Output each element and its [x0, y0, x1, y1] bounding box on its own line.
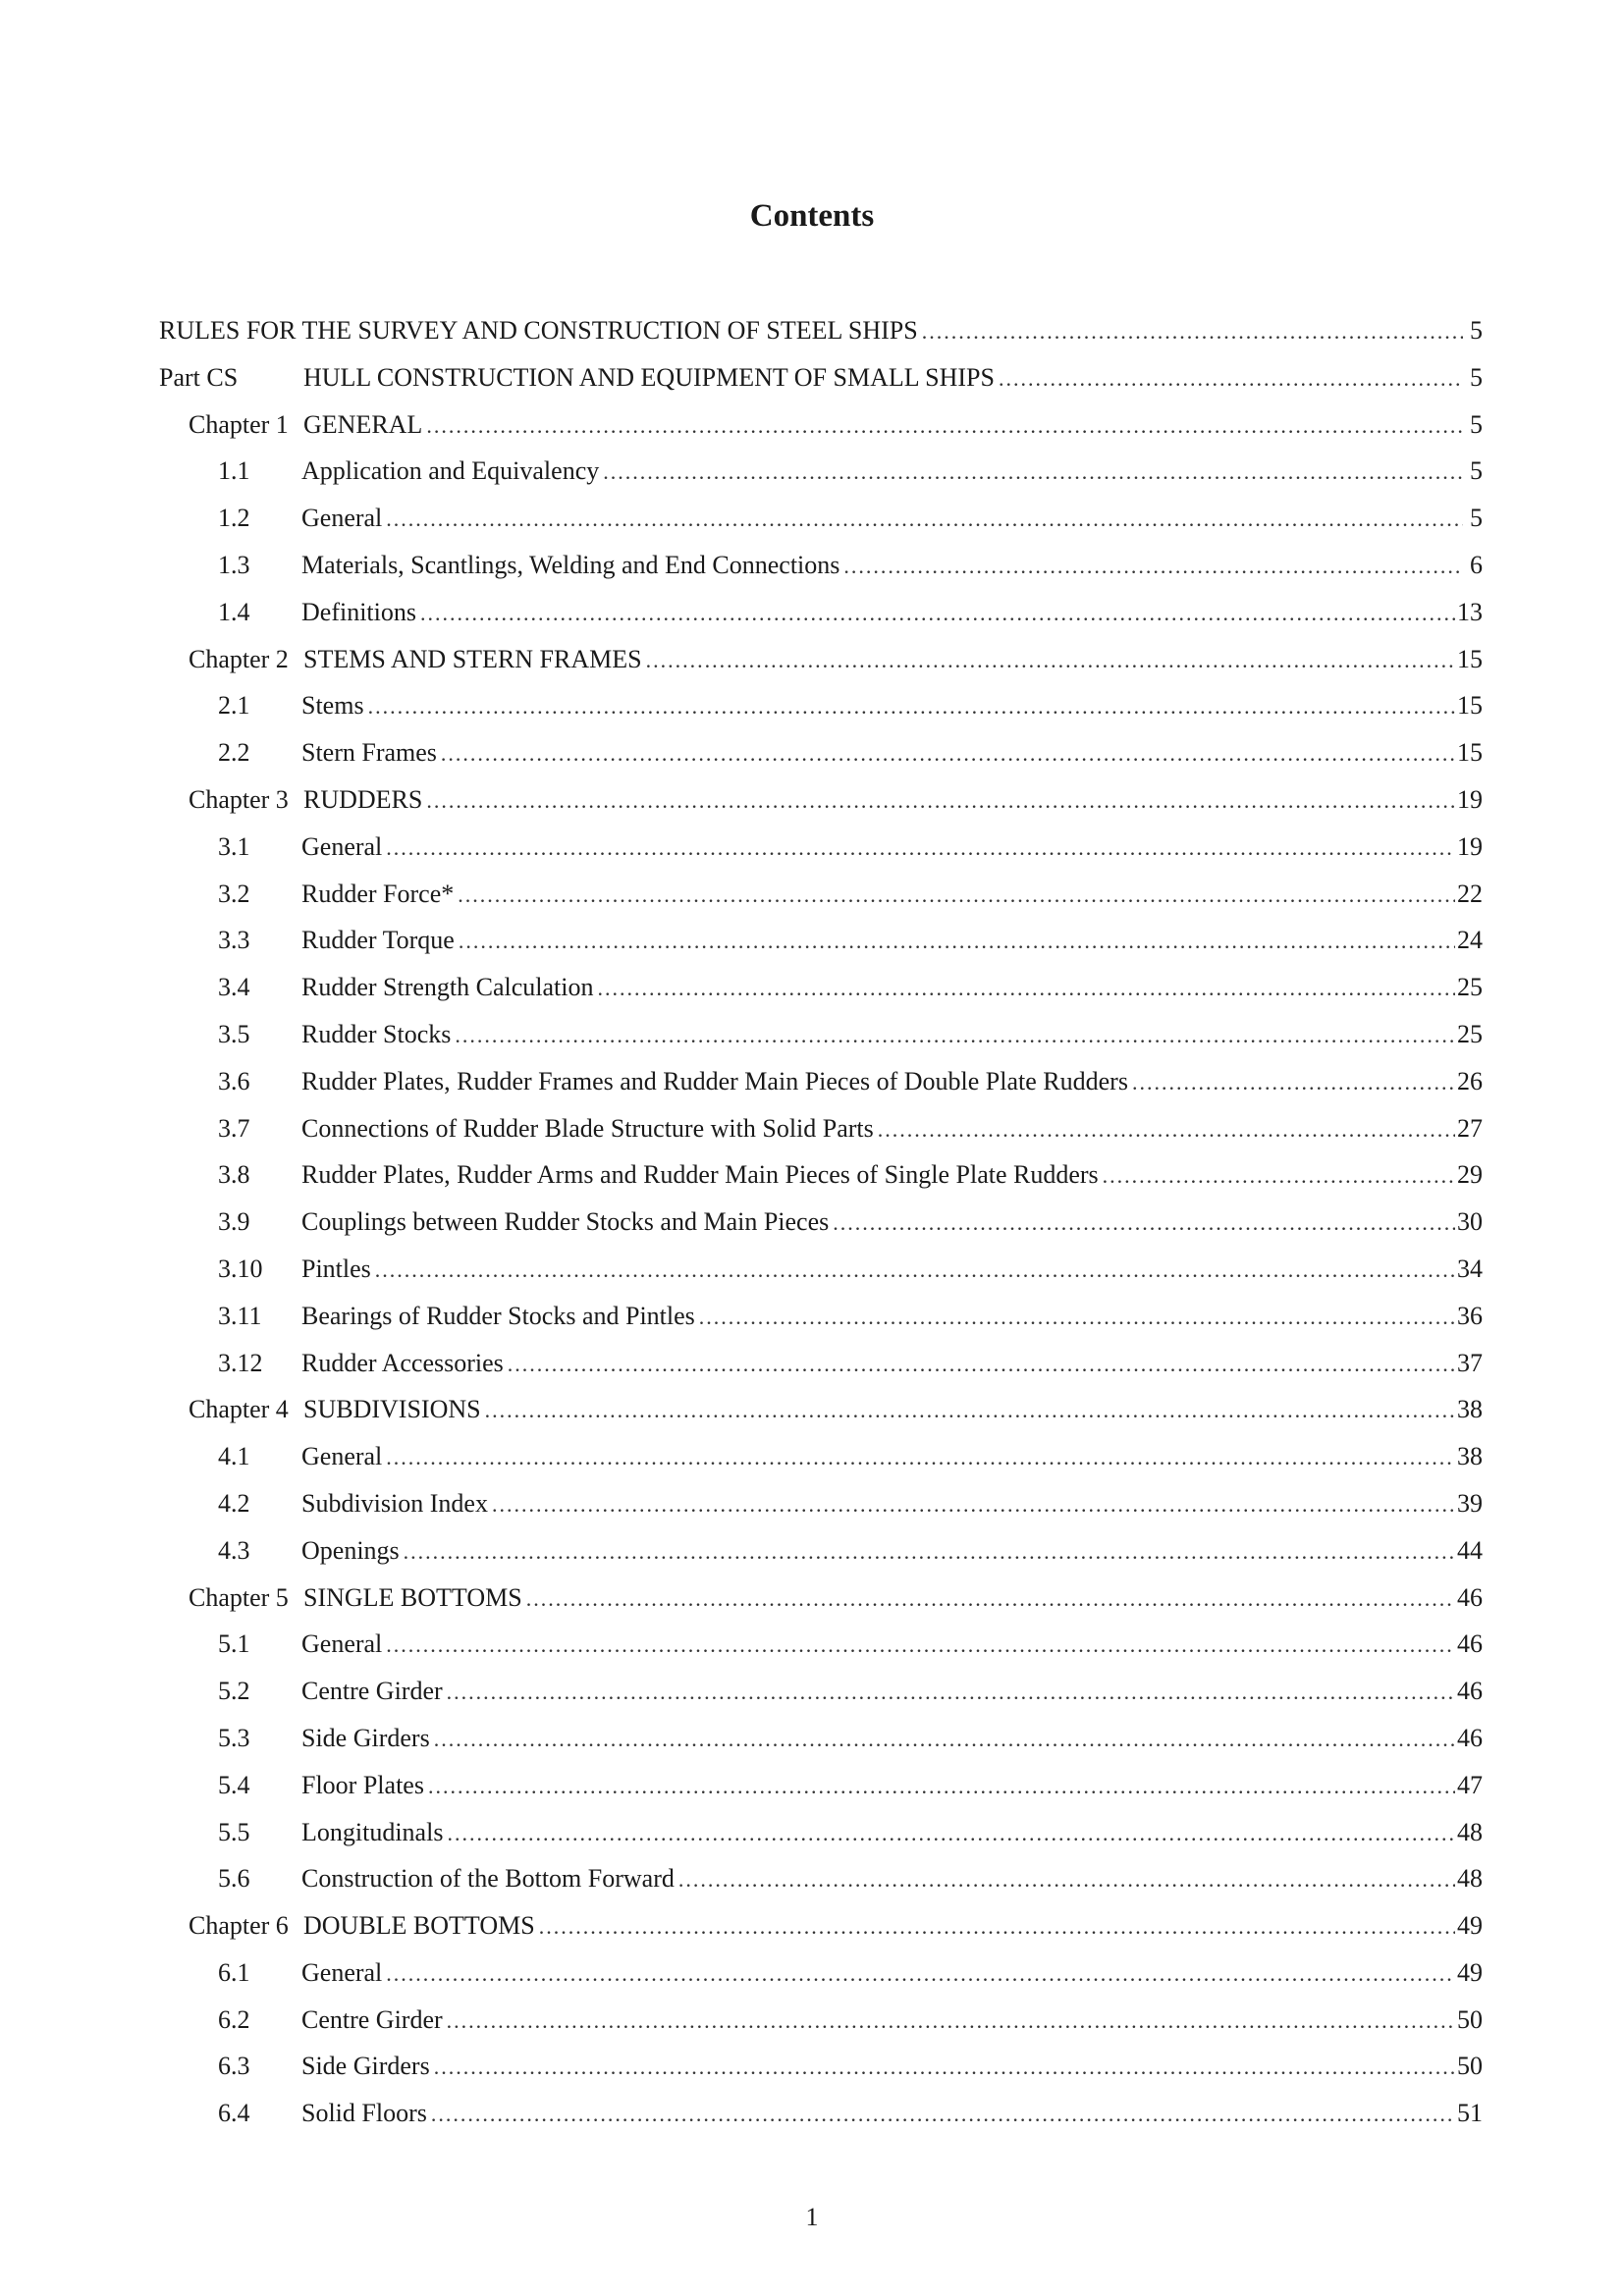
- toc-entry-page: 46: [1457, 1582, 1483, 1612]
- toc-entry-page: 5: [1470, 362, 1483, 392]
- toc-entry-label: Rudder Strength Calculation: [301, 973, 594, 1002]
- toc-entry-label: Pintles: [301, 1254, 371, 1283]
- toc-entry[interactable]: [159, 1302, 1483, 1349]
- toc-entry-page: 5: [1470, 504, 1483, 533]
- toc-entry-label: Centre Girder: [301, 2004, 443, 2034]
- toc-entry-page: 34: [1457, 1254, 1483, 1283]
- toc-entry-number: 4.3: [218, 1535, 250, 1565]
- dot-leader: [678, 1865, 1455, 1895]
- dot-leader: [485, 1396, 1455, 1425]
- toc-entry[interactable]: [159, 691, 1483, 738]
- toc-entry[interactable]: [159, 1020, 1483, 1067]
- toc-entry-label: Stern Frames: [301, 738, 437, 768]
- toc-entry-number: 3.12: [218, 1348, 263, 1377]
- toc-entry-page: 5: [1470, 456, 1483, 486]
- toc-entry[interactable]: [159, 1911, 1483, 1958]
- table-of-contents: [159, 316, 1483, 2146]
- dot-leader: [833, 1208, 1455, 1238]
- dot-leader: [492, 1490, 1455, 1520]
- toc-entry-label: Application and Equivalency: [301, 456, 600, 486]
- dot-leader: [441, 739, 1455, 769]
- toc-entry-number: 6.4: [218, 2099, 250, 2128]
- toc-entry[interactable]: [159, 2005, 1483, 2053]
- toc-entry[interactable]: [159, 1771, 1483, 1818]
- toc-entry-label: Rudder Force*: [301, 879, 455, 908]
- toc-entry-label: Bearings of Rudder Stocks and Pintles: [301, 1301, 695, 1330]
- dot-leader: [447, 1678, 1455, 1707]
- toc-entry-label: General: [301, 1442, 383, 1471]
- toc-entry-number: 5.1: [218, 1629, 250, 1659]
- toc-entry[interactable]: [159, 1583, 1483, 1630]
- toc-entry[interactable]: [159, 1114, 1483, 1161]
- toc-entry-page: 48: [1457, 1817, 1483, 1846]
- toc-entry[interactable]: [159, 1536, 1483, 1583]
- toc-entry[interactable]: [159, 1255, 1483, 1302]
- toc-entry[interactable]: [159, 1349, 1483, 1396]
- toc-entry-label: Side Girders: [301, 2052, 430, 2081]
- dot-leader: [428, 1772, 1455, 1801]
- toc-entry-page: 25: [1457, 1019, 1483, 1048]
- toc-entry[interactable]: [159, 1864, 1483, 1911]
- toc-entry-label: Centre Girder: [301, 1677, 443, 1706]
- toc-entry[interactable]: [159, 551, 1483, 598]
- toc-entry-label: Longitudinals: [301, 1817, 444, 1846]
- dot-leader: [386, 1630, 1455, 1660]
- dot-leader: [598, 974, 1455, 1003]
- toc-entry[interactable]: [159, 2099, 1483, 2146]
- toc-entry-number: Part CS: [159, 362, 239, 392]
- toc-entry-page: 15: [1457, 738, 1483, 768]
- dot-leader: [922, 317, 1463, 347]
- toc-entry[interactable]: [159, 1395, 1483, 1442]
- toc-entry-label: Construction of the Bottom Forward: [301, 1864, 675, 1894]
- toc-entry-number: 3.7: [218, 1113, 250, 1143]
- dot-leader: [999, 364, 1463, 394]
- toc-entry-page: 49: [1457, 1911, 1483, 1941]
- toc-entry-number: 3.4: [218, 973, 250, 1002]
- toc-entry-number: Chapter 6: [189, 1911, 289, 1941]
- dot-leader: [386, 1959, 1455, 1989]
- toc-entry-number: 1.2: [218, 504, 250, 533]
- toc-entry-page: 47: [1457, 1770, 1483, 1799]
- toc-entry-label: Rudder Plates, Rudder Arms and Rudder Main Pieces of Single Plate Rudders: [301, 1160, 1099, 1190]
- toc-entry[interactable]: [159, 363, 1483, 410]
- toc-entry-number: 1.1: [218, 456, 250, 486]
- toc-entry-page: 46: [1457, 1677, 1483, 1706]
- dot-leader: [404, 1537, 1455, 1567]
- dot-leader: [386, 1443, 1455, 1472]
- toc-entry-label: Connections of Rudder Blade Structure with Solid Parts: [301, 1113, 874, 1143]
- toc-entry[interactable]: [159, 410, 1483, 457]
- toc-entry-page: 51: [1457, 2099, 1483, 2128]
- toc-entry[interactable]: [159, 1207, 1483, 1255]
- toc-entry[interactable]: [159, 645, 1483, 692]
- toc-entry[interactable]: [159, 1489, 1483, 1536]
- dot-leader: [434, 2053, 1455, 2082]
- toc-entry-page: 24: [1457, 926, 1483, 955]
- dot-leader: [368, 692, 1455, 721]
- dot-leader: [458, 881, 1455, 910]
- page-number: 1: [805, 2203, 819, 2231]
- toc-entry-page: 46: [1457, 1723, 1483, 1752]
- toc-entry-page: 13: [1457, 597, 1483, 626]
- toc-entry-label: Stems: [301, 691, 364, 721]
- dot-leader: [843, 552, 1463, 581]
- toc-entry-number: 3.3: [218, 926, 250, 955]
- toc-entry-page: 48: [1457, 1864, 1483, 1894]
- dot-leader: [508, 1350, 1455, 1379]
- dot-leader: [699, 1303, 1455, 1332]
- toc-entry[interactable]: [159, 1629, 1483, 1677]
- toc-entry-page: 25: [1457, 973, 1483, 1002]
- toc-entry-number: Chapter 4: [189, 1395, 289, 1424]
- dot-leader: [878, 1115, 1455, 1145]
- toc-entry-label: RUDDERS: [303, 784, 423, 814]
- toc-entry[interactable]: [159, 926, 1483, 973]
- toc-entry[interactable]: [159, 504, 1483, 551]
- toc-entry-number: Chapter 1: [189, 409, 289, 439]
- dot-leader: [447, 2006, 1455, 2036]
- dot-leader: [1103, 1161, 1455, 1191]
- toc-entry-number: 5.5: [218, 1817, 250, 1846]
- toc-entry-page: 44: [1457, 1535, 1483, 1565]
- toc-entry-label: General: [301, 1957, 383, 1987]
- toc-entry-number: 3.8: [218, 1160, 250, 1190]
- toc-entry-label: DOUBLE BOTTOMS: [303, 1911, 535, 1941]
- toc-entry-page: 19: [1457, 784, 1483, 814]
- toc-entry-number: 5.2: [218, 1677, 250, 1706]
- toc-entry-number: 1.3: [218, 550, 250, 579]
- toc-entry-page: 37: [1457, 1348, 1483, 1377]
- toc-entry-number: 1.4: [218, 597, 250, 626]
- toc-entry-label: SUBDIVISIONS: [303, 1395, 481, 1424]
- toc-entry-page: 50: [1457, 2004, 1483, 2034]
- toc-entry-label: Openings: [301, 1535, 400, 1565]
- toc-entry-number: Chapter 2: [189, 644, 289, 673]
- toc-entry-number: 3.5: [218, 1019, 250, 1048]
- toc-entry[interactable]: [159, 2052, 1483, 2099]
- dot-leader: [603, 457, 1463, 487]
- dot-leader: [375, 1255, 1455, 1285]
- toc-entry-number: 3.10: [218, 1254, 263, 1283]
- dot-leader: [386, 833, 1455, 863]
- toc-entry-label: Rudder Torque: [301, 926, 455, 955]
- toc-entry-page: 36: [1457, 1301, 1483, 1330]
- toc-entry[interactable]: [159, 316, 1483, 363]
- toc-entry-page: 22: [1457, 879, 1483, 908]
- toc-entry-number: 6.3: [218, 2052, 250, 2081]
- toc-entry[interactable]: [159, 598, 1483, 645]
- toc-entry-number: 5.6: [218, 1864, 250, 1894]
- toc-entry-label: Definitions: [301, 597, 416, 626]
- toc-entry-page: 5: [1470, 409, 1483, 439]
- toc-entry-page: 15: [1457, 691, 1483, 721]
- page-title: Contents: [749, 198, 875, 234]
- dot-leader: [539, 1912, 1455, 1942]
- toc-entry[interactable]: [159, 973, 1483, 1020]
- dot-leader: [431, 2100, 1455, 2129]
- toc-entry[interactable]: [159, 1677, 1483, 1724]
- toc-entry-label: Rudder Plates, Rudder Frames and Rudder Main Pieces of Double Plate Rudders: [301, 1066, 1128, 1095]
- toc-entry-label: Rudder Accessories: [301, 1348, 504, 1377]
- toc-entry-label: Materials, Scantlings, Welding and End Connections: [301, 550, 840, 579]
- toc-entry-number: 2.1: [218, 691, 250, 721]
- toc-entry[interactable]: [159, 880, 1483, 927]
- toc-entry-number: 5.4: [218, 1770, 250, 1799]
- toc-entry-label: Floor Plates: [301, 1770, 424, 1799]
- dot-leader: [426, 786, 1455, 816]
- toc-entry-page: 5: [1470, 316, 1483, 345]
- toc-entry-number: 3.1: [218, 831, 250, 861]
- dot-leader: [526, 1584, 1455, 1614]
- toc-entry[interactable]: [159, 785, 1483, 832]
- toc-entry-number: Chapter 3: [189, 784, 289, 814]
- dot-leader: [420, 599, 1455, 628]
- toc-entry-page: 6: [1470, 550, 1483, 579]
- toc-entry-label: SINGLE BOTTOMS: [303, 1582, 522, 1612]
- toc-entry[interactable]: [159, 1067, 1483, 1114]
- dot-leader: [1132, 1068, 1455, 1097]
- dot-leader: [455, 1021, 1455, 1050]
- toc-entry-number: 5.3: [218, 1723, 250, 1752]
- toc-entry[interactable]: [159, 832, 1483, 880]
- toc-entry-page: 29: [1457, 1160, 1483, 1190]
- toc-entry-page: 38: [1457, 1395, 1483, 1424]
- dot-leader: [459, 927, 1455, 956]
- toc-entry-number: 3.2: [218, 879, 250, 908]
- dot-leader: [386, 505, 1463, 534]
- toc-entry-number: 6.2: [218, 2004, 250, 2034]
- toc-entry-number: 3.11: [218, 1301, 262, 1330]
- toc-entry[interactable]: [159, 1160, 1483, 1207]
- toc-entry-label: General: [301, 831, 383, 861]
- toc-entry-label: Couplings between Rudder Stocks and Main Pieces: [301, 1207, 830, 1237]
- toc-entry-label: GENERAL: [303, 409, 423, 439]
- toc-entry-number: 6.1: [218, 1957, 250, 1987]
- toc-entry-label: STEMS AND STERN FRAMES: [303, 644, 642, 673]
- toc-entry-page: 19: [1457, 831, 1483, 861]
- toc-entry-page: 49: [1457, 1957, 1483, 1987]
- toc-entry[interactable]: [159, 1958, 1483, 2005]
- dot-leader: [646, 646, 1455, 675]
- toc-entry[interactable]: [159, 1818, 1483, 1865]
- toc-entry-page: 46: [1457, 1629, 1483, 1659]
- toc-entry-number: 3.6: [218, 1066, 250, 1095]
- toc-entry-page: 30: [1457, 1207, 1483, 1237]
- toc-entry-label: General: [301, 1629, 383, 1659]
- toc-entry[interactable]: [159, 456, 1483, 504]
- toc-entry-label: Subdivision Index: [301, 1488, 488, 1518]
- toc-entry-page: 38: [1457, 1442, 1483, 1471]
- toc-entry[interactable]: [159, 738, 1483, 785]
- toc-entry-page: 39: [1457, 1488, 1483, 1518]
- toc-entry-number: 4.2: [218, 1488, 250, 1518]
- toc-entry[interactable]: [159, 1442, 1483, 1489]
- dot-leader: [447, 1819, 1455, 1848]
- toc-entry-label: Solid Floors: [301, 2099, 427, 2128]
- toc-entry-number: 3.9: [218, 1207, 250, 1237]
- toc-entry-number: Chapter 5: [189, 1582, 289, 1612]
- toc-entry-label: Rudder Stocks: [301, 1019, 452, 1048]
- toc-entry-page: 26: [1457, 1066, 1483, 1095]
- dot-leader: [434, 1725, 1455, 1754]
- toc-entry-number: 2.2: [218, 738, 250, 768]
- toc-entry-label: HULL CONSTRUCTION AND EQUIPMENT OF SMALL SHIPS: [303, 362, 995, 392]
- toc-entry-page: 15: [1457, 644, 1483, 673]
- toc-entry-label: Side Girders: [301, 1723, 430, 1752]
- dot-leader: [426, 411, 1463, 441]
- toc-entry-page: 27: [1457, 1113, 1483, 1143]
- toc-entry[interactable]: [159, 1724, 1483, 1771]
- toc-entry-label: General: [301, 504, 383, 533]
- toc-entry-number: 4.1: [218, 1442, 250, 1471]
- toc-entry-label: RULES FOR THE SURVEY AND CONSTRUCTION OF STEEL SHIPS: [159, 316, 918, 345]
- toc-entry-page: 50: [1457, 2052, 1483, 2081]
